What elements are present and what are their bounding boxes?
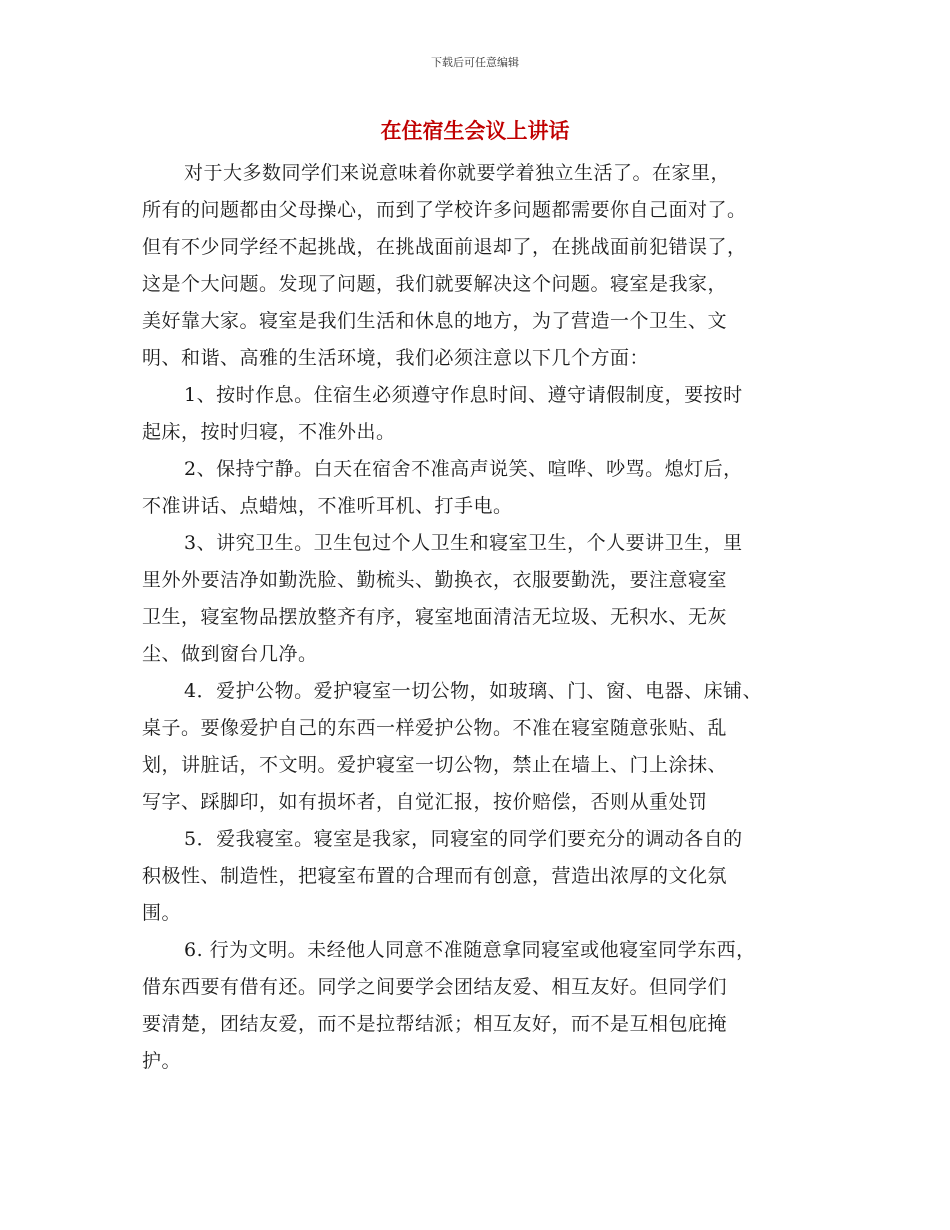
paragraph-item-1	[142, 377, 822, 451]
text-line: 5．爱我寝室。寝室是我家，同寝室的同学们要充分的调动各自的	[184, 828, 743, 850]
text-line: 借东西要有借有还。同学之间要学会团结友爱、相互友好。但同学们	[142, 976, 728, 998]
text-line: 要清楚，团结友爱，而不是拉帮结派；相互友好，而不是互相包庇掩	[142, 1013, 728, 1035]
text-line: 里外外要洁净如勤洗脸、勤梳头、勤换衣，衣服要勤洗，要注意寝室	[142, 569, 728, 591]
text-line: 6. 行为文明。未经他人同意不准随意拿同寝室或他寝室同学东西，	[184, 939, 756, 961]
text-line: 3、讲究卫生。卫生包过个人卫生和寝室卫生，个人要讲卫生，里	[184, 532, 743, 554]
paragraph-item-2	[142, 451, 822, 525]
text-line: 这是个大问题。发现了问题，我们就要解决这个问题。寝室是我家，	[142, 273, 728, 295]
text-line: 起床，按时归寝，不准外出。	[142, 421, 396, 443]
text-line: 美好靠大家。寝室是我们生活和休息的地方，为了营造一个卫生、文	[142, 310, 728, 332]
paragraph-item-6	[142, 932, 822, 1080]
text-line: 护。	[142, 1050, 182, 1072]
paragraph-item-4	[142, 673, 822, 821]
text-line: 明、和谐、高雅的生活环境，我们必须注意以下几个方面：	[142, 347, 650, 369]
text-line: 所有的问题都由父母操心，而到了学校许多问题都需要你自己面对了。	[142, 199, 747, 221]
text-line: 1、按时作息。住宿生必须遵守作息时间、遵守请假制度，要按时	[184, 384, 743, 406]
text-line: 但有不少同学经不起挑战，在挑战面前退却了，在挑战面前犯错误了，	[142, 236, 747, 258]
paragraph-item-3	[142, 525, 822, 673]
text-line: 划，讲脏话，不文明。爱护寝室一切公物，禁止在墙上、门上涂抹、	[142, 754, 728, 776]
paragraph-item-5	[142, 821, 822, 932]
text-line: 不准讲话、点蜡烛，不准听耳机、打手电。	[142, 495, 513, 517]
text-line: 围。	[142, 902, 182, 924]
header-note: 下载后可任意编辑	[431, 56, 519, 69]
text-line: 写字、踩脚印，如有损坏者，自觉汇报，按价赔偿，否则从重处罚	[142, 791, 708, 813]
text-line: 4．爱护公物。爱护寝室一切公物，如玻璃、门、窗、电器、床铺、	[184, 680, 763, 702]
text-line: 桌子。要像爱护自己的东西一样爱护公物。不准在寝室随意张贴、乱	[142, 717, 728, 739]
page-title: 在住宿生会议上讲话	[380, 119, 570, 143]
text-line: 积极性、制造性，把寝室布置的合理而有创意，营造出浓厚的文化氛	[142, 865, 728, 887]
text-line: 2、保持宁静。白天在宿舍不准高声说笑、喧哗、吵骂。熄灯后，	[184, 458, 743, 480]
paragraph-intro	[142, 155, 822, 377]
text-line: 对于大多数同学们来说意味着你就要学着独立生活了。在家里，	[184, 162, 731, 184]
document-body	[142, 155, 822, 1080]
text-line: 卫生，寝室物品摆放整齐有序，寝室地面清洁无垃圾、无积水、无灰	[142, 606, 728, 628]
text-line: 尘、做到窗台几净。	[142, 643, 318, 665]
